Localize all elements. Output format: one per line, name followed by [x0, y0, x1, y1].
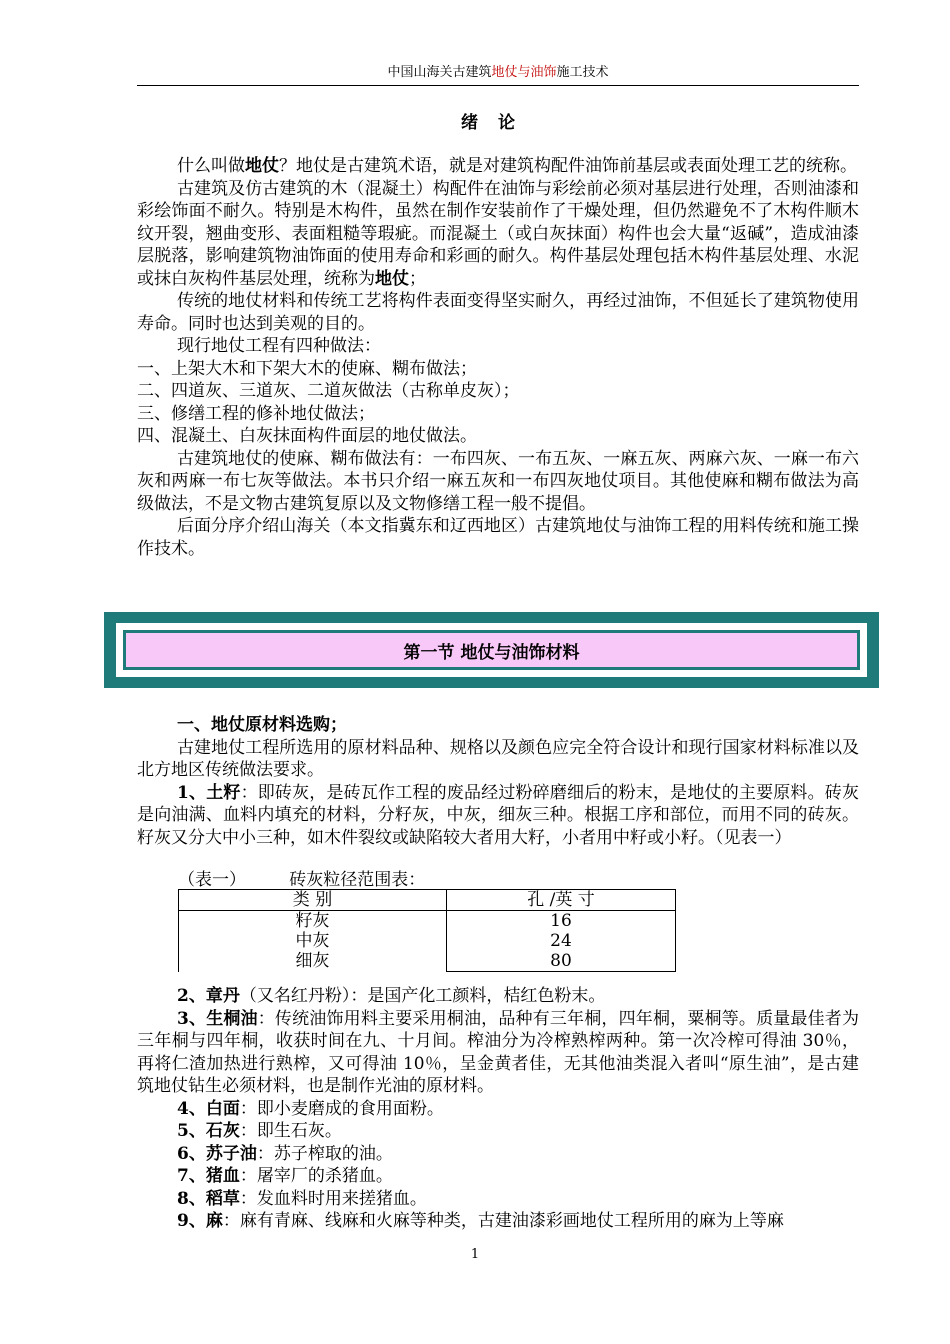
item-label: 3、生桐油: [177, 1008, 258, 1029]
cell-text: 中灰: [295, 931, 330, 951]
table-header-row: [179, 890, 676, 911]
table-header-cell: 孔 /英 寸: [447, 890, 676, 911]
page-title: 绪论: [461, 113, 535, 133]
material-item: [137, 1188, 859, 1211]
item-text: ：麻有青麻、线麻和火麻等种类，古建油漆彩画地仗工程所用的麻为上等麻: [222, 1211, 784, 1231]
page-header: [137, 64, 859, 82]
item-label: 1、土籽: [177, 782, 241, 803]
item-text: ：即小麦磨成的食用面粉。: [239, 1098, 444, 1119]
item-label: 8、稻草: [177, 1188, 240, 1209]
materials-list: [137, 985, 859, 1233]
grain-size-table: [178, 889, 676, 972]
table-header-cell: 类 别: [179, 890, 447, 911]
item-label: 4、白面: [177, 1098, 240, 1119]
intro-section: [137, 155, 859, 560]
material-item: [137, 1098, 859, 1121]
section-title: 第一节 地仗与油饰材料: [123, 630, 860, 670]
item-text: ：发血料时用来搓猪血。: [239, 1188, 427, 1209]
item-text: ：传统油饰用料主要采用桐油，品种有三年桐，四年桐，粟桐等。质量最佳者为三年桐与四年桐，收获时间在九、十月间。榨油分为冷榨熟榨两种。第一次冷榨可得油 30％，再将仁渣加热进行熟榨，又可得油 10％，呈金黄者佳，无其他油类混入者叫“原生油”，是古建筑地仗钻生必须材料，也是制作光油的原材料。: [137, 1008, 859, 1096]
material-item: [137, 1210, 859, 1233]
heading-text: 一、地仗原材料选购；: [177, 715, 347, 735]
materials-heading: [137, 714, 859, 737]
cell-text: 24: [550, 931, 572, 951]
materials-intro: 古建地仗工程所选用的原材料品种、规格以及颜色应完全符合设计和现行国家材料标准以及北方地区传统做法要求。: [137, 737, 859, 780]
intro-paragraph: 现行地仗工程有四种做法：: [177, 336, 381, 356]
table-cell: [447, 911, 676, 972]
material-item: [137, 1165, 859, 1188]
item-label: 2、章丹: [177, 986, 240, 1006]
item-label: 6、苏子油: [177, 1143, 257, 1164]
text-span: ？地仗是古建筑术语，就是对建筑构配件油饰前基层或表面处理工艺的统称。: [279, 156, 857, 176]
item-label: 9、麻: [177, 1211, 223, 1231]
item-label: 7、猪血: [177, 1166, 240, 1186]
intro-paragraph: 后面分序介绍山海关（本文指冀东和辽西地区）古建筑地仗与油饰工程的用料传统和施工操作技术。: [137, 516, 859, 559]
intro-paragraph: [137, 155, 859, 178]
list-item: 三、修缮工程的修补地仗做法；: [137, 403, 375, 424]
header-prefix: 中国山海关古建筑: [387, 65, 492, 80]
table-caption: （表一） 砖灰粒径范围表：: [178, 870, 426, 890]
item-text: （又名红丹粉）：是国产化工颜料，桔红色粉末。: [239, 986, 606, 1006]
item-label: 5、石灰: [177, 1121, 240, 1141]
item-text: ：即砖灰，是砖瓦作工程的废品经过粉碎磨细后的粉末，是地仗的主要原料。砖灰是向油满、血料内填充的材料，分籽灰，中灰，细灰三种。根据工序和部位，而用不同的砖灰。籽灰又分大中小三种，如木件裂纹或缺陷较大者用大籽，小者用中籽或小籽。（见表一）: [137, 782, 859, 848]
text-span: ；: [409, 268, 426, 289]
page-number: 1: [470, 1247, 480, 1262]
intro-paragraph: 传统的地仗材料和传统工艺将构件表面变得坚实耐久，再经过油饰，不但延长了建筑物使用寿命。同时也达到美观的目的。: [137, 291, 859, 334]
intro-paragraph: 古建筑地仗的使麻、糊布做法有：一布四灰、一布五灰、一麻五灰、两麻六灰、一麻一布六灰和两麻一布七灰等做法。本书只介绍一麻五灰和一布四灰地仗项目。其他使麻和糊布做法为高级做法，不是文物古建筑复原以及文物修缮工程一般不提倡。: [137, 448, 859, 514]
table-cell: [179, 911, 447, 972]
bold-term: 地仗: [375, 268, 409, 289]
cell-text: 80: [550, 951, 572, 971]
bold-term: 地仗: [245, 156, 279, 176]
header-highlight: 地仗与油饰: [491, 65, 557, 80]
header-rule: [137, 85, 859, 86]
cell-text: 籽灰: [295, 911, 330, 931]
item-text: ：即生石灰。: [239, 1121, 342, 1141]
text-span: 古建筑及仿古建筑的木（混凝土）构配件在油饰与彩绘前必须对基层进行处理，否则油漆和彩绘饰面不耐久。特别是木构件，虽然在制作安装前作了干燥处理，但仍然避免不了木构件顺木纹开裂，翘曲变形、表面粗糙等瑕疵。而混凝土（或白灰抹面）构件也会大量“返碱”，造成油漆层脱落，影响建筑物油饰面的使用寿命和彩画的耐久。构件基层处理包括木构件基层处理、水泥或抹白灰构件基层处理，统称为: [137, 178, 859, 289]
list-item: 二、四道灰、三道灰、二道灰做法（古称单皮灰）；: [137, 381, 520, 401]
item-text: ：苏子榨取的油。: [256, 1143, 393, 1164]
text-span: 什么叫做: [177, 156, 245, 176]
material-item: [137, 1120, 859, 1143]
item-text: ：屠宰厂的杀猪血。: [239, 1166, 393, 1186]
cell-text: 16: [550, 911, 572, 931]
section-banner: [104, 612, 879, 688]
material-item: [137, 1008, 859, 1098]
material-item: [137, 985, 859, 1008]
list-item: 一、上架大木和下架大木的使麻、糊布做法；: [137, 358, 477, 379]
header-suffix: 施工技术: [556, 65, 609, 80]
list-item: 四、混凝土、白灰抹面构件面层的地仗做法。: [137, 426, 477, 446]
table-row: [179, 911, 676, 972]
material-item: [137, 782, 859, 850]
material-item: [137, 1143, 859, 1166]
materials-section: [137, 714, 859, 849]
cell-text: 细灰: [295, 951, 330, 971]
intro-paragraph: [137, 178, 859, 291]
